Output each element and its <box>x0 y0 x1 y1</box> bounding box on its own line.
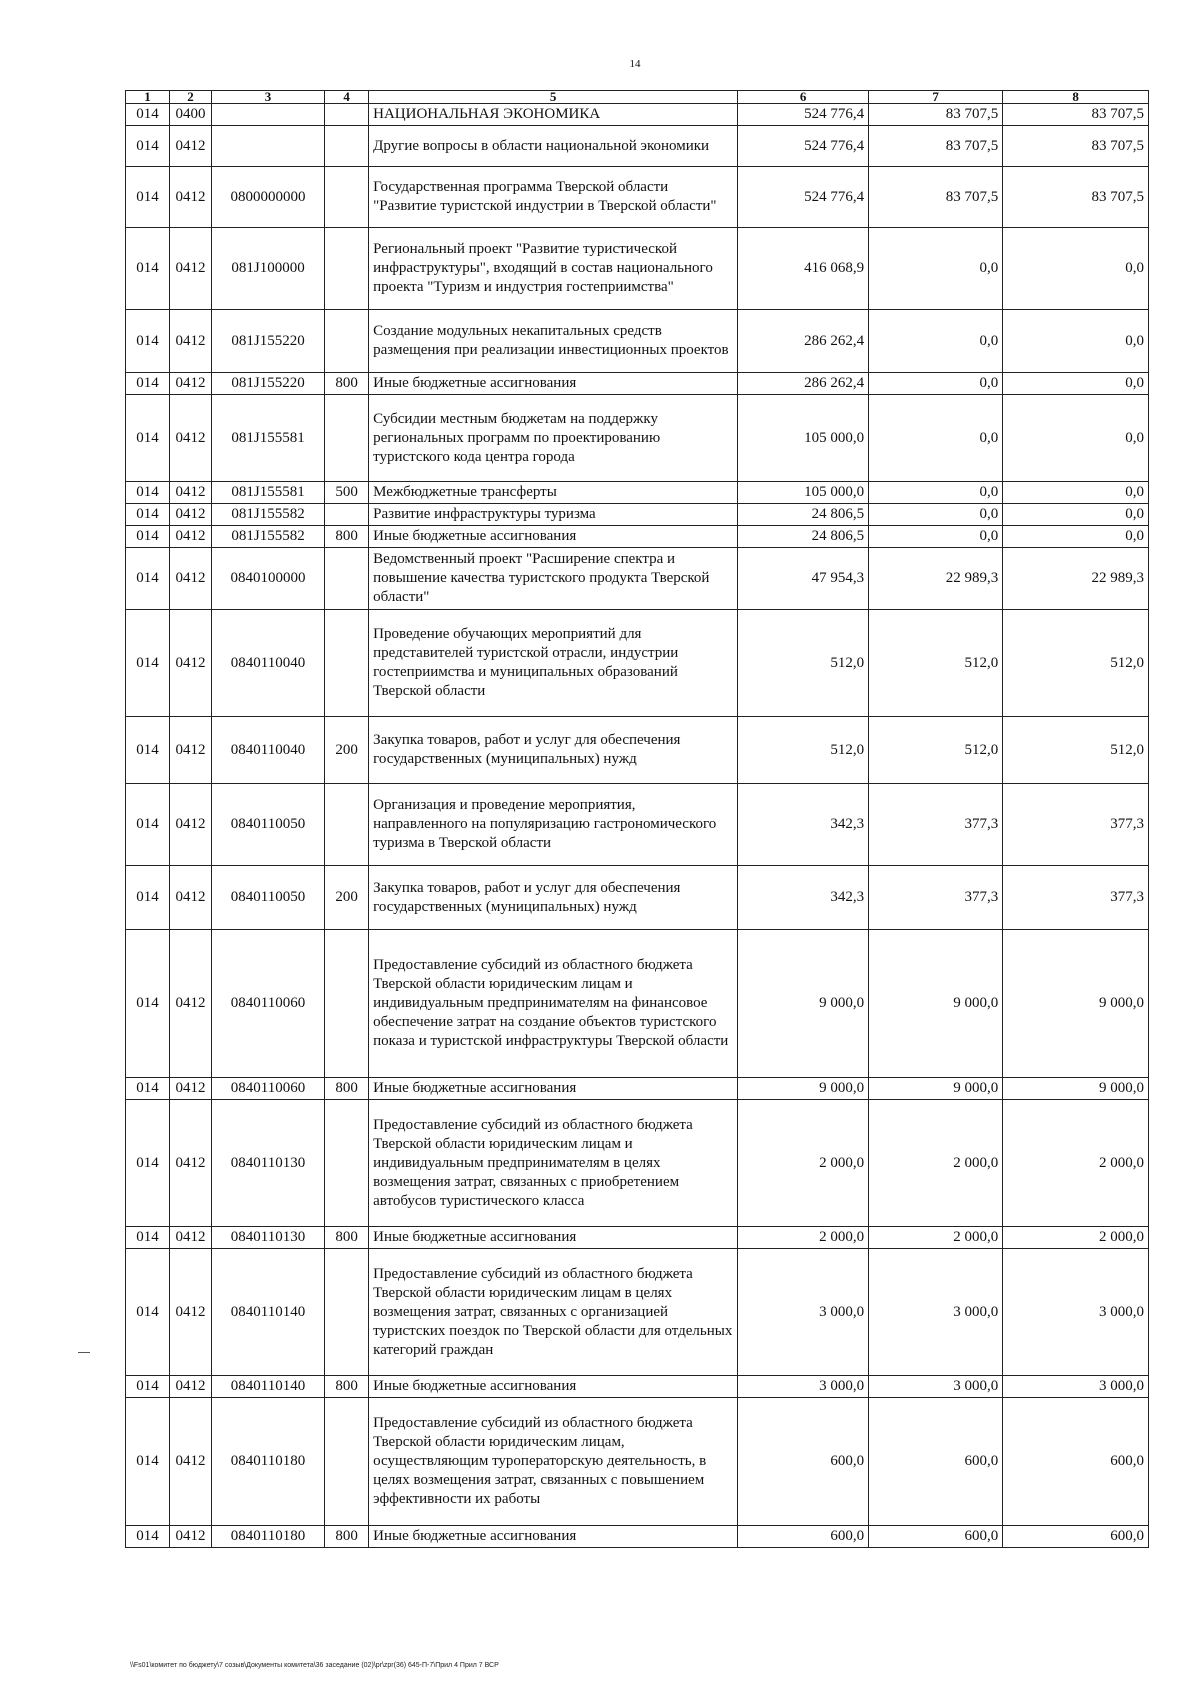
cell-section-code: 0412 <box>170 717 212 784</box>
cell-amount-year3: 512,0 <box>1003 610 1149 717</box>
cell-target-article: 081J155581 <box>211 482 324 504</box>
cell-expense-type: 800 <box>325 1526 369 1548</box>
cell-section-code: 0412 <box>170 866 212 930</box>
page-number: 14 <box>629 58 641 70</box>
table-row <box>126 167 1149 228</box>
cell-amount-year3: 600,0 <box>1003 1526 1149 1548</box>
column-number: 3 <box>211 91 324 104</box>
cell-amount-year2: 0,0 <box>869 228 1003 310</box>
cell-name: Предоставление субсидий из областного бюджета Тверской области юридическим лицам и индивидуальным предпринимателям на финансовое обеспечение затрат на создание объектов туристского показа и туристской инфраструктуры Тверской области <box>369 930 738 1078</box>
cell-section-code: 0412 <box>170 1249 212 1376</box>
cell-amount-year1: 416 068,9 <box>738 228 869 310</box>
table-row <box>126 866 1149 930</box>
cell-target-article: 0840110040 <box>211 717 324 784</box>
cell-target-article: 081J155582 <box>211 504 324 526</box>
table-row <box>126 504 1149 526</box>
column-number: 1 <box>126 91 170 104</box>
cell-expense-type <box>325 126 369 167</box>
cell-amount-year2: 3 000,0 <box>869 1249 1003 1376</box>
table-row <box>126 1376 1149 1398</box>
cell-amount-year3: 9 000,0 <box>1003 930 1149 1078</box>
cell-name: НАЦИОНАЛЬНАЯ ЭКОНОМИКА <box>369 104 738 126</box>
cell-target-article: 081J155220 <box>211 373 324 395</box>
cell-name: Иные бюджетные ассигнования <box>369 1227 738 1249</box>
cell-section-code: 0412 <box>170 126 212 167</box>
cell-ministry-code: 014 <box>126 610 170 717</box>
budget-table <box>125 90 1149 1548</box>
cell-amount-year1: 524 776,4 <box>738 104 869 126</box>
table-row <box>126 548 1149 610</box>
table-row <box>126 610 1149 717</box>
cell-amount-year2: 512,0 <box>869 610 1003 717</box>
cell-expense-type <box>325 310 369 373</box>
cell-amount-year2: 0,0 <box>869 504 1003 526</box>
cell-expense-type <box>325 930 369 1078</box>
cell-expense-type <box>325 167 369 228</box>
cell-target-article: 0840110140 <box>211 1376 324 1398</box>
cell-section-code: 0412 <box>170 1078 212 1100</box>
cell-amount-year1: 600,0 <box>738 1398 869 1526</box>
cell-name: Другие вопросы в области национальной экономики <box>369 126 738 167</box>
cell-target-article: 0840110130 <box>211 1100 324 1227</box>
cell-amount-year1: 105 000,0 <box>738 395 869 482</box>
table-row <box>126 1100 1149 1227</box>
margin-mark <box>78 1352 90 1353</box>
cell-amount-year1: 3 000,0 <box>738 1376 869 1398</box>
cell-name: Проведение обучающих мероприятий для представителей туристской отрасли, индустрии гостеприимства и муниципальных образований Тверской области <box>369 610 738 717</box>
cell-amount-year2: 512,0 <box>869 717 1003 784</box>
cell-amount-year1: 9 000,0 <box>738 1078 869 1100</box>
cell-amount-year2: 377,3 <box>869 866 1003 930</box>
column-number: 4 <box>325 91 369 104</box>
cell-name: Организация и проведение мероприятия, направленного на популяризацию гастрономического туризма в Тверской области <box>369 784 738 866</box>
cell-section-code: 0412 <box>170 228 212 310</box>
table-row <box>126 526 1149 548</box>
cell-target-article: 0840110130 <box>211 1227 324 1249</box>
cell-name: Иные бюджетные ассигнования <box>369 373 738 395</box>
cell-name: Закупка товаров, работ и услуг для обеспечения государственных (муниципальных) нужд <box>369 866 738 930</box>
cell-ministry-code: 014 <box>126 526 170 548</box>
cell-ministry-code: 014 <box>126 1526 170 1548</box>
cell-target-article: 0840100000 <box>211 548 324 610</box>
cell-name: Субсидии местным бюджетам на поддержку региональных программ по проектированию туристского кода центра города <box>369 395 738 482</box>
cell-amount-year1: 512,0 <box>738 610 869 717</box>
cell-name: Государственная программа Тверской области "Развитие туристской индустрии в Тверской области" <box>369 167 738 228</box>
cell-section-code: 0412 <box>170 548 212 610</box>
cell-expense-type <box>325 548 369 610</box>
table-row <box>126 1227 1149 1249</box>
cell-ministry-code: 014 <box>126 548 170 610</box>
cell-amount-year2: 600,0 <box>869 1526 1003 1548</box>
cell-amount-year1: 105 000,0 <box>738 482 869 504</box>
cell-amount-year3: 0,0 <box>1003 395 1149 482</box>
cell-amount-year1: 600,0 <box>738 1526 869 1548</box>
cell-ministry-code: 014 <box>126 1078 170 1100</box>
table-row <box>126 1249 1149 1376</box>
cell-ministry-code: 014 <box>126 866 170 930</box>
cell-section-code: 0400 <box>170 104 212 126</box>
cell-expense-type: 200 <box>325 866 369 930</box>
cell-target-article <box>211 126 324 167</box>
cell-target-article: 0840110050 <box>211 866 324 930</box>
cell-section-code: 0412 <box>170 610 212 717</box>
cell-section-code: 0412 <box>170 373 212 395</box>
cell-expense-type <box>325 228 369 310</box>
cell-ministry-code: 014 <box>126 784 170 866</box>
cell-section-code: 0412 <box>170 1376 212 1398</box>
cell-ministry-code: 014 <box>126 1376 170 1398</box>
cell-amount-year1: 2 000,0 <box>738 1100 869 1227</box>
cell-expense-type <box>325 104 369 126</box>
cell-amount-year3: 3 000,0 <box>1003 1376 1149 1398</box>
cell-amount-year3: 22 989,3 <box>1003 548 1149 610</box>
cell-ministry-code: 014 <box>126 1100 170 1227</box>
cell-target-article: 0840110050 <box>211 784 324 866</box>
cell-name: Региональный проект "Развитие туристической инфраструктуры", входящий в состав национального проекта "Туризм и индустрия гостеприимства" <box>369 228 738 310</box>
table-row <box>126 310 1149 373</box>
table-row <box>126 1398 1149 1526</box>
table-row <box>126 930 1149 1078</box>
cell-amount-year2: 2 000,0 <box>869 1100 1003 1227</box>
cell-amount-year1: 24 806,5 <box>738 526 869 548</box>
cell-amount-year2: 83 707,5 <box>869 167 1003 228</box>
cell-expense-type <box>325 784 369 866</box>
cell-section-code: 0412 <box>170 167 212 228</box>
table-row <box>126 395 1149 482</box>
cell-ministry-code: 014 <box>126 504 170 526</box>
cell-expense-type: 200 <box>325 717 369 784</box>
cell-amount-year2: 9 000,0 <box>869 930 1003 1078</box>
table-row <box>126 1526 1149 1548</box>
cell-amount-year3: 2 000,0 <box>1003 1227 1149 1249</box>
column-number: 5 <box>369 91 738 104</box>
column-number: 8 <box>1003 91 1149 104</box>
cell-ministry-code: 014 <box>126 373 170 395</box>
cell-ministry-code: 014 <box>126 310 170 373</box>
cell-amount-year1: 342,3 <box>738 866 869 930</box>
cell-amount-year3: 0,0 <box>1003 504 1149 526</box>
cell-amount-year2: 3 000,0 <box>869 1376 1003 1398</box>
cell-name: Закупка товаров, работ и услуг для обеспечения государственных (муниципальных) нужд <box>369 717 738 784</box>
table-row <box>126 104 1149 126</box>
cell-amount-year2: 600,0 <box>869 1398 1003 1526</box>
cell-amount-year3: 0,0 <box>1003 310 1149 373</box>
cell-ministry-code: 014 <box>126 1249 170 1376</box>
cell-amount-year3: 0,0 <box>1003 526 1149 548</box>
column-number: 7 <box>869 91 1003 104</box>
cell-ministry-code: 014 <box>126 167 170 228</box>
cell-target-article: 0840110040 <box>211 610 324 717</box>
cell-expense-type <box>325 610 369 717</box>
cell-amount-year3: 377,3 <box>1003 784 1149 866</box>
cell-target-article: 0840110180 <box>211 1398 324 1526</box>
cell-amount-year3: 9 000,0 <box>1003 1078 1149 1100</box>
cell-name: Иные бюджетные ассигнования <box>369 1526 738 1548</box>
cell-target-article: 081J155581 <box>211 395 324 482</box>
cell-amount-year3: 83 707,5 <box>1003 104 1149 126</box>
cell-amount-year3: 3 000,0 <box>1003 1249 1149 1376</box>
cell-amount-year3: 0,0 <box>1003 228 1149 310</box>
budget-table-body <box>126 104 1149 1548</box>
cell-amount-year1: 512,0 <box>738 717 869 784</box>
cell-amount-year3: 0,0 <box>1003 373 1149 395</box>
cell-amount-year2: 83 707,5 <box>869 126 1003 167</box>
cell-amount-year2: 0,0 <box>869 526 1003 548</box>
cell-expense-type: 800 <box>325 526 369 548</box>
cell-section-code: 0412 <box>170 784 212 866</box>
cell-amount-year3: 512,0 <box>1003 717 1149 784</box>
cell-target-article: 081J155220 <box>211 310 324 373</box>
table-row <box>126 126 1149 167</box>
cell-amount-year3: 2 000,0 <box>1003 1100 1149 1227</box>
column-number: 2 <box>170 91 212 104</box>
cell-expense-type <box>325 1249 369 1376</box>
cell-amount-year1: 9 000,0 <box>738 930 869 1078</box>
cell-ministry-code: 014 <box>126 395 170 482</box>
cell-name: Развитие инфраструктуры туризма <box>369 504 738 526</box>
cell-section-code: 0412 <box>170 1398 212 1526</box>
cell-section-code: 0412 <box>170 310 212 373</box>
cell-section-code: 0412 <box>170 1100 212 1227</box>
cell-amount-year2: 83 707,5 <box>869 104 1003 126</box>
cell-ministry-code: 014 <box>126 1227 170 1249</box>
cell-target-article: 0840110060 <box>211 930 324 1078</box>
cell-amount-year2: 9 000,0 <box>869 1078 1003 1100</box>
column-number: 6 <box>738 91 869 104</box>
cell-amount-year2: 0,0 <box>869 310 1003 373</box>
table-row <box>126 1078 1149 1100</box>
cell-amount-year2: 0,0 <box>869 482 1003 504</box>
cell-section-code: 0412 <box>170 526 212 548</box>
cell-section-code: 0412 <box>170 1227 212 1249</box>
cell-name: Создание модульных некапитальных средств размещения при реализации инвестиционных проектов <box>369 310 738 373</box>
cell-expense-type <box>325 504 369 526</box>
table-row <box>126 784 1149 866</box>
cell-amount-year1: 286 262,4 <box>738 310 869 373</box>
cell-amount-year1: 2 000,0 <box>738 1227 869 1249</box>
cell-expense-type: 800 <box>325 1078 369 1100</box>
table-row <box>126 482 1149 504</box>
cell-name: Иные бюджетные ассигнования <box>369 526 738 548</box>
cell-amount-year1: 342,3 <box>738 784 869 866</box>
cell-target-article: 0800000000 <box>211 167 324 228</box>
cell-name: Иные бюджетные ассигнования <box>369 1376 738 1398</box>
cell-name: Ведомственный проект "Расширение спектра и повышение качества туристского продукта Тверской области" <box>369 548 738 610</box>
cell-amount-year2: 377,3 <box>869 784 1003 866</box>
cell-section-code: 0412 <box>170 1526 212 1548</box>
cell-target-article: 0840110180 <box>211 1526 324 1548</box>
cell-amount-year3: 377,3 <box>1003 866 1149 930</box>
cell-ministry-code: 014 <box>126 126 170 167</box>
cell-ministry-code: 014 <box>126 104 170 126</box>
cell-expense-type: 500 <box>325 482 369 504</box>
cell-ministry-code: 014 <box>126 1398 170 1526</box>
cell-expense-type <box>325 1398 369 1526</box>
cell-amount-year2: 22 989,3 <box>869 548 1003 610</box>
cell-amount-year3: 600,0 <box>1003 1398 1149 1526</box>
cell-amount-year2: 0,0 <box>869 373 1003 395</box>
cell-name: Межбюджетные трансферты <box>369 482 738 504</box>
cell-amount-year1: 24 806,5 <box>738 504 869 526</box>
cell-amount-year2: 0,0 <box>869 395 1003 482</box>
cell-amount-year1: 3 000,0 <box>738 1249 869 1376</box>
cell-amount-year1: 524 776,4 <box>738 126 869 167</box>
cell-name: Предоставление субсидий из областного бюджета Тверской области юридическим лицам, осуществляющим туроператорскую деятельность, в целях возмещения затрат, связанных с повышением эффективности их работы <box>369 1398 738 1526</box>
cell-ministry-code: 014 <box>126 717 170 784</box>
cell-section-code: 0412 <box>170 930 212 1078</box>
table-row <box>126 373 1149 395</box>
table-row <box>126 717 1149 784</box>
cell-expense-type: 800 <box>325 373 369 395</box>
cell-section-code: 0412 <box>170 504 212 526</box>
cell-ministry-code: 014 <box>126 482 170 504</box>
cell-target-article: 0840110140 <box>211 1249 324 1376</box>
footer-file-path: \\Fs01\комитет по бюджету\7 созыв\Документы комитета\36 заседание (02)\pr\zpr(36) 645-П-7\Прил 4 Прил 7 ВСР <box>130 1662 499 1669</box>
cell-amount-year3: 0,0 <box>1003 482 1149 504</box>
cell-amount-year1: 524 776,4 <box>738 167 869 228</box>
cell-amount-year3: 83 707,5 <box>1003 126 1149 167</box>
cell-amount-year1: 286 262,4 <box>738 373 869 395</box>
cell-ministry-code: 014 <box>126 930 170 1078</box>
cell-amount-year2: 2 000,0 <box>869 1227 1003 1249</box>
cell-amount-year1: 47 954,3 <box>738 548 869 610</box>
cell-name: Иные бюджетные ассигнования <box>369 1078 738 1100</box>
column-number-row <box>126 91 1149 104</box>
cell-expense-type <box>325 1100 369 1227</box>
cell-expense-type: 800 <box>325 1227 369 1249</box>
cell-expense-type <box>325 395 369 482</box>
cell-name: Предоставление субсидий из областного бюджета Тверской области юридическим лицам в целях возмещения затрат, связанных с организацией туристских поездок по Тверской области для отдельных категорий граждан <box>369 1249 738 1376</box>
cell-target-article: 0840110060 <box>211 1078 324 1100</box>
cell-expense-type: 800 <box>325 1376 369 1398</box>
cell-name: Предоставление субсидий из областного бюджета Тверской области юридическим лицам и индивидуальным предпринимателям в целях возмещения затрат, связанных с приобретением автобусов туристического класса <box>369 1100 738 1227</box>
cell-target-article: 081J100000 <box>211 228 324 310</box>
cell-amount-year3: 83 707,5 <box>1003 167 1149 228</box>
cell-ministry-code: 014 <box>126 228 170 310</box>
cell-target-article: 081J155582 <box>211 526 324 548</box>
cell-target-article <box>211 104 324 126</box>
cell-section-code: 0412 <box>170 395 212 482</box>
cell-section-code: 0412 <box>170 482 212 504</box>
table-row <box>126 228 1149 310</box>
